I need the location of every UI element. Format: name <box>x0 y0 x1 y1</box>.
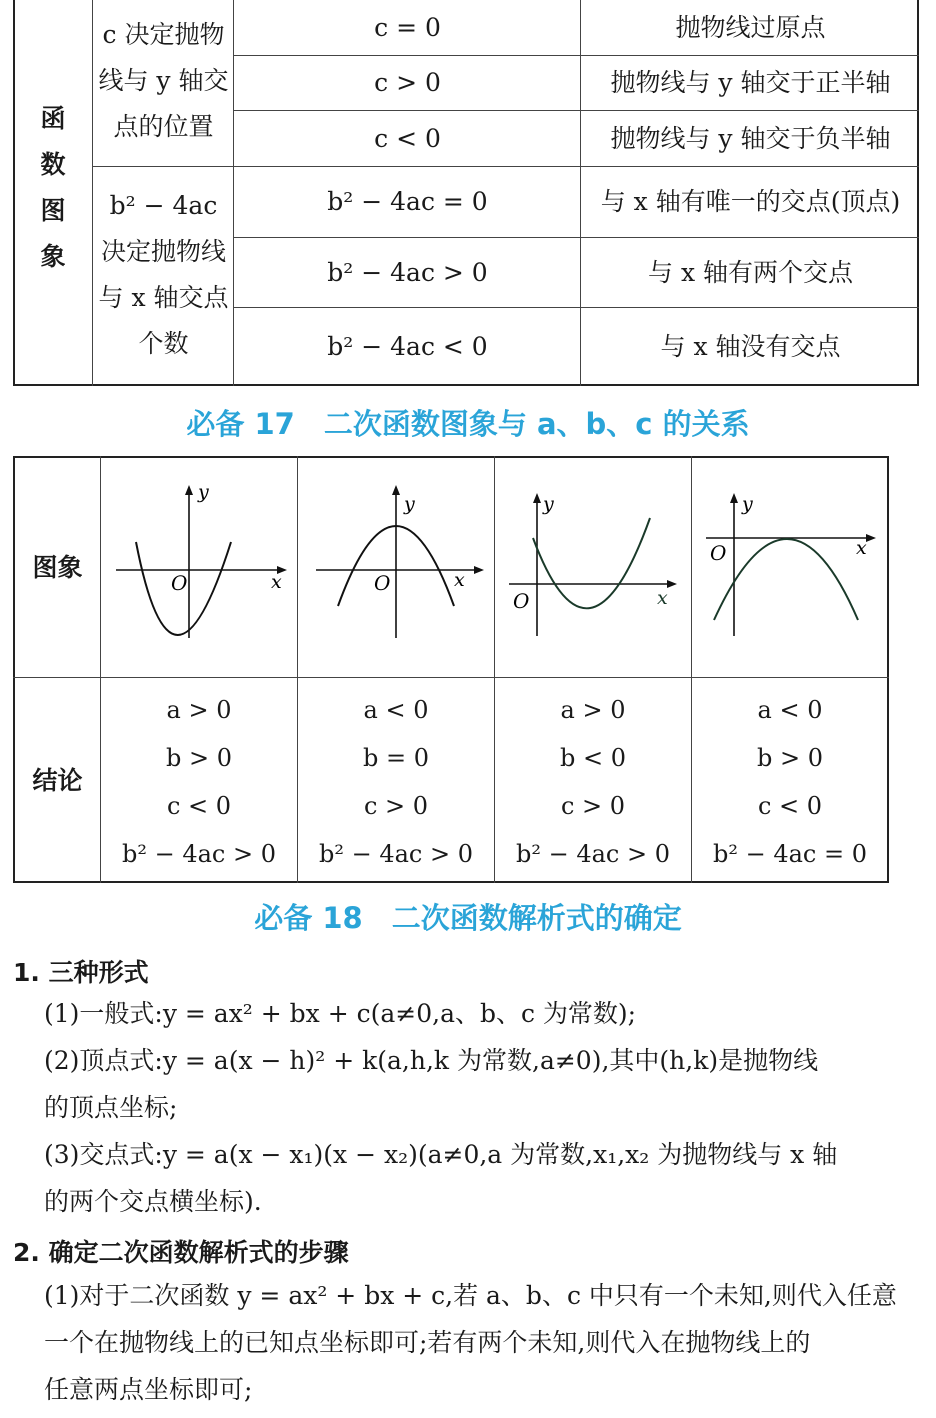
section-18-title: 必备 18 二次函数解析式的确定 <box>254 901 682 935</box>
conclusion-column-2 <box>298 686 494 878</box>
conclusion-discriminant: b² − 4ac = 0 <box>712 840 867 868</box>
x-arrow-icon <box>866 534 876 542</box>
x-arrow-icon <box>667 580 677 588</box>
count-label: b² − 4ac 决定抛物线与 x 轴交点个数 <box>98 191 229 358</box>
conclusion-a: a > 0 <box>166 696 232 724</box>
condition-cell: c = 0 <box>374 12 441 42</box>
y-axis-label: y <box>404 493 415 515</box>
function-graph-label: 函数图象 <box>40 104 66 271</box>
general-form-text: (1)一般式:y = ax² + bx + c(a≠0,a、b、c 为常数); <box>44 999 637 1028</box>
y-arrow-icon <box>185 485 193 495</box>
x-axis-label: x <box>657 587 668 609</box>
result-cell: 抛物线与 y 轴交于正半轴 <box>610 68 891 97</box>
y-arrow-icon <box>730 493 738 503</box>
graph-row-label: 图象 <box>32 553 83 582</box>
condition-cell: b² − 4ac < 0 <box>327 332 488 361</box>
origin-label: O <box>710 541 727 565</box>
conclusion-b: b > 0 <box>757 744 823 772</box>
table-divider <box>92 0 93 386</box>
result-cell: 与 x 轴有两个交点 <box>648 257 853 287</box>
parabola-graph-1 <box>101 458 297 676</box>
parabola-graph-2 <box>298 458 494 676</box>
result-cell: 抛物线过原点 <box>675 12 826 42</box>
position-label: c 决定抛物线与 y 轴交点的位置 <box>98 20 229 141</box>
table-divider <box>580 0 581 386</box>
conclusion-c: c > 0 <box>363 792 429 820</box>
conclusion-discriminant: b² − 4ac > 0 <box>121 840 276 868</box>
intercept-form-text-cont: 的两个交点横坐标). <box>44 1187 262 1216</box>
parabola-graph-3 <box>495 458 691 676</box>
y-axis-label: y <box>742 493 753 515</box>
condition-cell: c < 0 <box>374 123 441 153</box>
conclusion-c: c < 0 <box>166 792 232 820</box>
parabola-graph-4 <box>692 458 888 676</box>
conclusion-column-4 <box>692 686 888 878</box>
parabola-curve <box>533 518 650 608</box>
intercept-form-text: (3)交点式:y = a(x − x₁)(x − x₂)(a≠0,a 为常数,x₁,x₂ 为抛物线与 x 轴 <box>44 1140 838 1169</box>
table-divider <box>13 677 889 678</box>
vertex-form-text-cont: 的顶点坐标; <box>44 1093 178 1122</box>
conclusion-a: a > 0 <box>560 696 626 724</box>
conclusion-a: a < 0 <box>363 696 429 724</box>
result-cell: 与 x 轴有唯一的交点(顶点) <box>600 187 901 216</box>
conclusion-c: c < 0 <box>757 792 823 820</box>
section-17-title: 必备 17 二次函数图象与 a、b、c 的关系 <box>186 407 750 441</box>
origin-label: O <box>171 571 188 595</box>
parabola-curve <box>714 539 858 620</box>
y-axis-label: y <box>543 493 554 515</box>
conclusion-discriminant: b² − 4ac > 0 <box>515 840 670 868</box>
conclusion-b: b < 0 <box>560 744 626 772</box>
y-arrow-icon <box>392 485 400 495</box>
conclusion-b: b = 0 <box>363 744 429 772</box>
conclusion-column-3 <box>495 686 691 878</box>
origin-label: O <box>513 589 530 613</box>
conclusion-column-1 <box>101 686 297 878</box>
condition-cell: b² − 4ac = 0 <box>327 187 488 216</box>
table-divider <box>233 0 234 386</box>
step-text-cont: 一个在抛物线上的已知点坐标即可;若有两个未知,则代入在抛物线上的 <box>44 1328 811 1357</box>
conclusion-c: c > 0 <box>560 792 626 820</box>
origin-label: O <box>374 571 391 595</box>
vertex-form-text: (2)顶点式:y = a(x − h)² + k(a,h,k 为常数,a≠0),其中(h,k)是抛物线 <box>44 1046 819 1075</box>
conclusion-discriminant: b² − 4ac > 0 <box>318 840 473 868</box>
y-axis-label: y <box>198 481 209 503</box>
x-arrow-icon <box>474 566 484 574</box>
subheading-forms: 1. 三种形式 <box>13 958 149 987</box>
subheading-steps: 2. 确定二次函数解析式的步骤 <box>13 1238 349 1267</box>
y-arrow-icon <box>533 493 541 503</box>
conclusion-a: a < 0 <box>757 696 823 724</box>
result-cell: 与 x 轴没有交点 <box>660 332 841 361</box>
conclusion-b: b > 0 <box>166 744 232 772</box>
condition-cell: b² − 4ac > 0 <box>327 257 488 287</box>
step-text-cont: 任意两点坐标即可; <box>44 1375 253 1404</box>
step-text: (1)对于二次函数 y = ax² + bx + c,若 a、b、c 中只有一个未知,则代入任意 <box>44 1281 897 1310</box>
conclusion-row-label: 结论 <box>32 766 83 795</box>
x-axis-label: x <box>271 571 282 593</box>
x-axis-label: x <box>454 569 465 591</box>
result-cell: 抛物线与 y 轴交于负半轴 <box>610 123 891 153</box>
x-axis-label: x <box>856 537 867 559</box>
condition-cell: c > 0 <box>374 68 441 97</box>
